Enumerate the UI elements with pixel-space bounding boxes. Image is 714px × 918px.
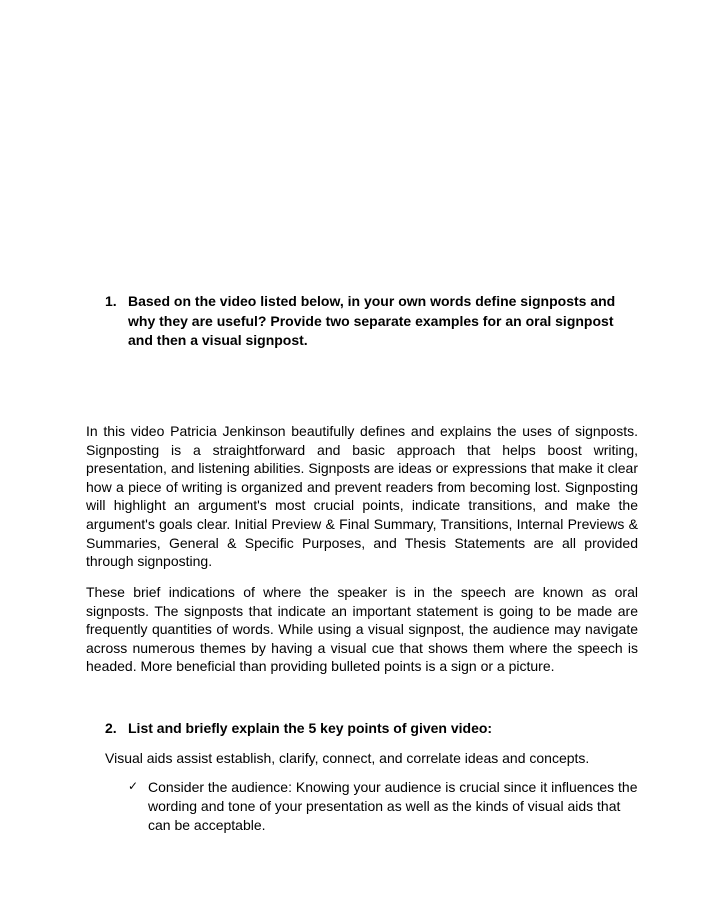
question-1-text: Based on the video listed below, in your own words define signposts and why they are useful? Provide two separate examples for an oral signpost and then a visual signpost. — [128, 293, 616, 349]
answer-2-intro: Visual aids assist establish, clarify, connect, and correlate ideas and concepts. — [105, 750, 590, 766]
checkmark-icon: ✓ — [128, 779, 139, 793]
answer-1-paragraph-1: In this video Patricia Jenkinson beautifully defines and explains the uses of signposts. Signposting is a straightforward and basic approach that helps boost writing, presentation, and listening abilities. Signposts are ideas or expressions that make it clear how a piece of writing is organized and prevent readers from becoming lost. Signposting will highlight an argument's most crucial points, indicate transitions, and make the argument's goals clear. Initial Preview & Final Summary, Transitions, Internal Previews & Summaries, General & Specific Purposes, and Thesis Statements are all provided through signposting. — [86, 423, 638, 570]
question-1-number: 1. — [105, 293, 117, 309]
list-item-text: Consider the audience: Knowing your audience is crucial since it influences the wording and tone of your presentation as well as the kinds of visual aids that can be acceptable. — [148, 779, 638, 834]
answer-1-paragraph-2: These brief indications of where the speaker is in the speech are known as oral signposts. The signposts that indicate an important statement is going to be made are frequently quantities of words. While using a visual signpost, the audience may navigate across numerous themes by having a visual cue that shows them where the speech is headed. More beneficial than providing bulleted points is a sign or a picture. — [86, 584, 638, 675]
question-2-number: 2. — [105, 720, 117, 736]
question-2-text: List and briefly explain the 5 key points of given video: — [128, 720, 493, 736]
